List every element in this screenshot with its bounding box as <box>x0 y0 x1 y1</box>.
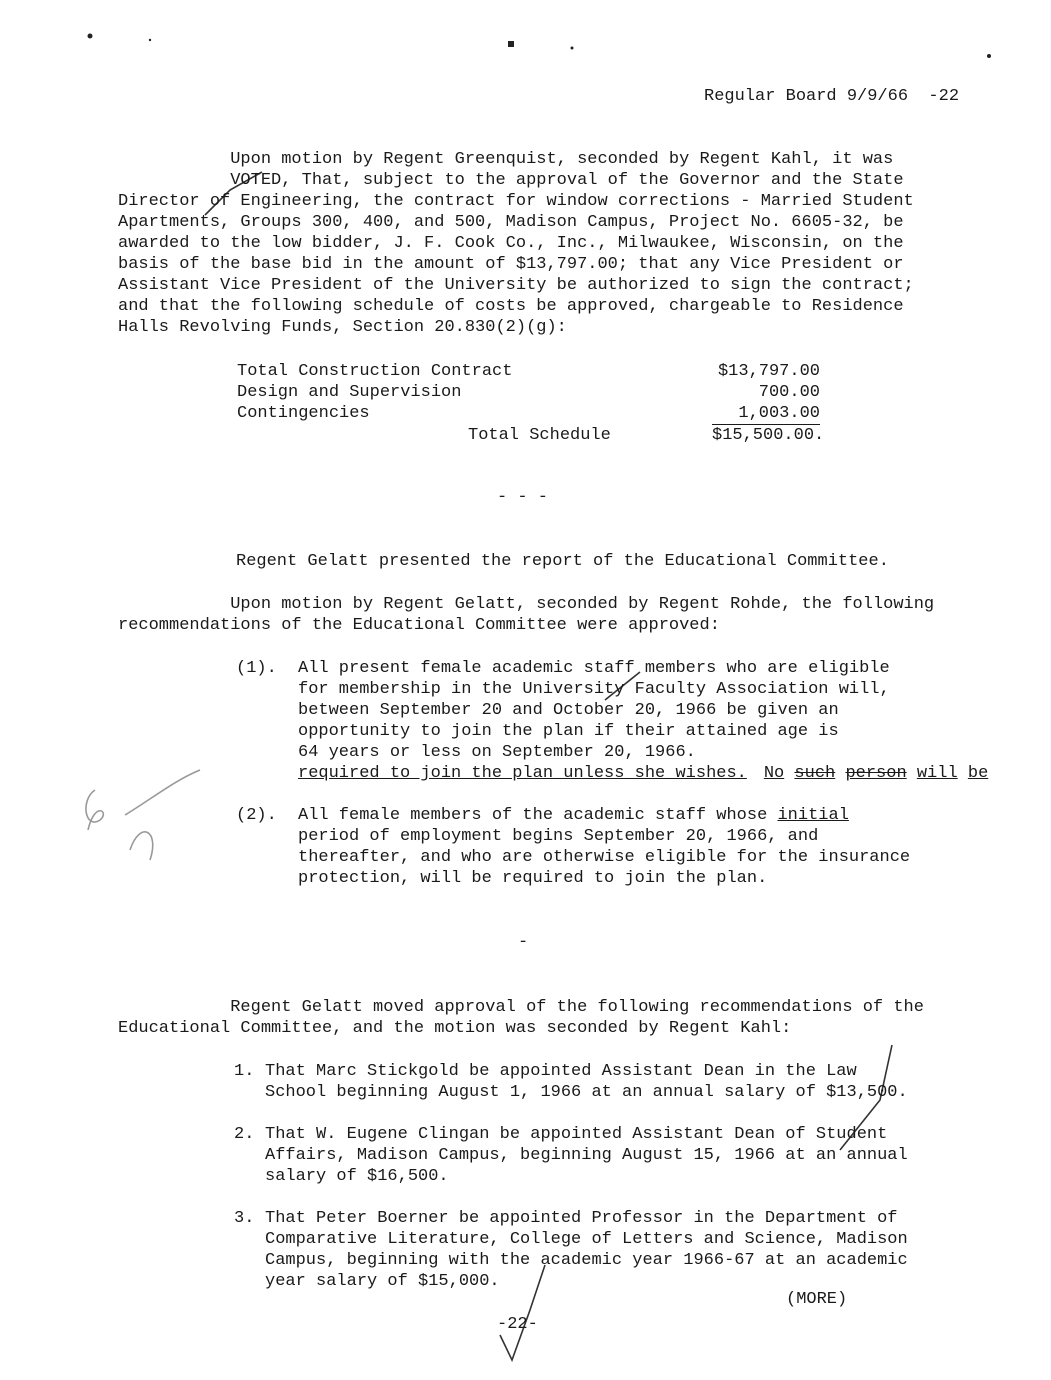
appointment-line: That Peter Boerner be appointed Professor in the Department of <box>265 1209 898 1228</box>
recommendation-line: opportunity to join the plan if their attained age is <box>298 722 839 741</box>
check-mark-4 <box>500 1265 545 1360</box>
paragraph-line: VOTED, That, subject to the approval of the Governor and the State <box>118 171 904 190</box>
appointment-line: Campus, beginning with the academic year 1966-67 at an academic <box>265 1251 908 1270</box>
page-header: Regular Board 9/9/66 -22 <box>704 87 960 106</box>
paragraph-line: Regent Gelatt moved approval of the following recommendations of the <box>118 998 924 1017</box>
short-dash: - <box>518 933 529 952</box>
added-line: required to join the plan unless she wishes. <box>298 764 747 783</box>
recommendation-line: protection, will be required to join the plan. <box>298 869 768 888</box>
schedule-total-amount: $15,500.00. <box>712 426 825 445</box>
paragraph-line: Assistant Vice President of the University be authorized to sign the contract; <box>118 276 914 295</box>
schedule-label: Design and Supervision <box>237 383 462 402</box>
recommendation-line: thereafter, and who are otherwise eligible for the insurance <box>298 848 911 867</box>
recommendation-line: period of employment begins September 20, 1966, and <box>298 827 819 846</box>
appointment-number: 3. <box>234 1209 255 1228</box>
section-separator: - - - <box>497 488 549 507</box>
line-text: All female members of the academic staff whose <box>298 806 768 825</box>
more-label: (MORE) <box>786 1290 848 1309</box>
appointment-number: 1. <box>234 1062 255 1081</box>
struck-word: person <box>845 764 907 783</box>
appointment-line: Comparative Literature, College of Letters and Science, Madison <box>265 1230 908 1249</box>
appointment-line: That Marc Stickgold be appointed Assistant Dean in the Law <box>265 1062 857 1081</box>
paragraph-line: Upon motion by Regent Greenquist, seconded by Regent Kahl, it was <box>118 150 894 169</box>
appointment-line: year salary of $15,000. <box>265 1272 500 1291</box>
added-clause <box>723 742 988 805</box>
recommendation-line: between September 20 and October 20, 1966 be given an <box>298 701 839 720</box>
schedule-amount: 1,003.00 <box>738 404 820 423</box>
schedule-amount: 700.00 <box>758 383 820 402</box>
schedule-amount: $13,797.00 <box>717 362 820 381</box>
added-word: be <box>967 764 989 783</box>
schedule-label: Total Construction Contract <box>237 362 513 381</box>
appointment-line: That W. Eugene Clingan be appointed Assistant Dean of Student <box>265 1125 888 1144</box>
recommendation-number: (2). <box>236 806 277 825</box>
paragraph-line: basis of the base bid in the amount of $13,797.00; that any Vice President or <box>118 255 904 274</box>
recommendation-line: 64 years or less on September 20, 1966. <box>298 743 696 762</box>
schedule-total-label: Total Schedule <box>468 426 611 445</box>
paragraph-line: Apartments, Groups 300, 400, and 500, Madison Campus, Project No. 6605-32, be <box>118 213 904 232</box>
page-number: -22- <box>497 1315 538 1334</box>
recommendation-line: All present female academic staff members who are eligible <box>298 659 890 678</box>
added-word: will <box>916 764 958 783</box>
appointment-line: Affairs, Madison Campus, beginning August 15, 1966 at an annual <box>265 1146 908 1165</box>
report-sentence: Regent Gelatt presented the report of the Educational Committee. <box>236 552 889 571</box>
appointment-line: School beginning August 1, 1966 at an annual salary of $13,500. <box>265 1083 908 1102</box>
paragraph-line: Director of Engineering, the contract for window corrections - Married Student <box>118 192 914 211</box>
paragraph-line: awarded to the low bidder, J. F. Cook Co., Inc., Milwaukee, Wisconsin, on the <box>118 234 904 253</box>
paragraph-line: Educational Committee, and the motion was seconded by Regent Kahl: <box>118 1019 792 1038</box>
schedule-label: Contingencies <box>237 404 370 423</box>
paragraph-line: Upon motion by Regent Gelatt, seconded by Regent Rohde, the following <box>118 595 935 614</box>
paragraph-line: recommendations of the Educational Committee were approved: <box>118 616 720 635</box>
recommendation-line: for membership in the University Faculty Association will, <box>298 680 890 699</box>
appointment-number: 2. <box>234 1125 255 1144</box>
margin-scribble <box>86 770 200 860</box>
recommendation-first-line <box>298 805 849 826</box>
struck-word: such <box>794 764 836 783</box>
underlined-word: initial <box>777 806 849 825</box>
appointment-line: salary of $16,500. <box>265 1167 449 1186</box>
paragraph-line: Halls Revolving Funds, Section 20.830(2)(g): <box>118 318 567 337</box>
added-word: No <box>763 764 785 783</box>
paragraph-line: and that the following schedule of costs be approved, chargeable to Residence <box>118 297 904 316</box>
recommendation-number: (1). <box>236 659 277 678</box>
